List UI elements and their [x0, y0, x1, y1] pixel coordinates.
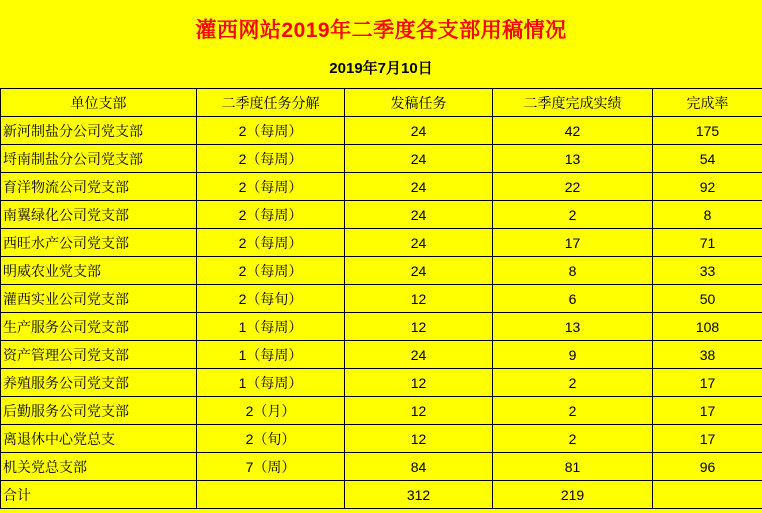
cell-total-task: [197, 481, 345, 509]
cell-unit: 养殖服务公司党支部: [1, 369, 197, 397]
cell-quota: 24: [345, 257, 493, 285]
cell-task: 2（每旬）: [197, 285, 345, 313]
cell-rate: 175: [653, 117, 762, 145]
page-title: 灌西网站2019年二季度各支部用稿情况: [195, 19, 567, 42]
cell-done: 42: [493, 117, 653, 145]
cell-done: 17: [493, 229, 653, 257]
cell-unit: 机关党总支部: [1, 453, 197, 481]
cell-unit: 生产服务公司党支部: [1, 313, 197, 341]
table-header-row: [1, 89, 762, 117]
cell-quota: 12: [345, 397, 493, 425]
cell-unit: 灌西实业公司党支部: [1, 285, 197, 313]
cell-rate: 50: [653, 285, 762, 313]
cell-task: 2（每周）: [197, 145, 345, 173]
cell-task: 1（每周）: [197, 313, 345, 341]
table-row: [1, 201, 762, 229]
cell-done: 2: [493, 369, 653, 397]
cell-rate: 71: [653, 229, 762, 257]
table-row: [1, 285, 762, 313]
cell-quota: 12: [345, 425, 493, 453]
cell-rate: 17: [653, 425, 762, 453]
page-subtitle: 2019年7月10日: [329, 60, 433, 78]
cell-rate: 17: [653, 397, 762, 425]
table-row: [1, 341, 762, 369]
column-header-quota: 发稿任务: [345, 89, 493, 117]
cell-unit: 资产管理公司党支部: [1, 341, 197, 369]
cell-task: 2（每周）: [197, 257, 345, 285]
cell-done: 6: [493, 285, 653, 313]
cell-unit: 埒南制盐分公司党支部: [1, 145, 197, 173]
cell-unit: 离退休中心党总支: [1, 425, 197, 453]
cell-done: 9: [493, 341, 653, 369]
cell-task: 2（月）: [197, 397, 345, 425]
cell-done: 13: [493, 145, 653, 173]
cell-done: 2: [493, 397, 653, 425]
cell-unit: 新河制盐分公司党支部: [1, 117, 197, 145]
cell-unit: 明威农业党支部: [1, 257, 197, 285]
cell-task: 2（旬）: [197, 425, 345, 453]
column-header-unit: 单位支部: [1, 89, 197, 117]
cell-task: 7（周）: [197, 453, 345, 481]
table-row: [1, 397, 762, 425]
table-row: [1, 117, 762, 145]
cell-task: 2（每周）: [197, 201, 345, 229]
cell-done: 2: [493, 425, 653, 453]
column-header-rate: 完成率: [653, 89, 762, 117]
cell-rate: 8: [653, 201, 762, 229]
cell-quota: 12: [345, 369, 493, 397]
cell-unit: 南翼绿化公司党支部: [1, 201, 197, 229]
cell-quota: 12: [345, 285, 493, 313]
cell-task: 1（每周）: [197, 341, 345, 369]
cell-quota: 12: [345, 313, 493, 341]
cell-rate: 108: [653, 313, 762, 341]
cell-rate: 96: [653, 453, 762, 481]
cell-done: 8: [493, 257, 653, 285]
cell-task: 2（每周）: [197, 117, 345, 145]
cell-rate: 92: [653, 173, 762, 201]
table-row: [1, 425, 762, 453]
cell-total-quota: 312: [345, 481, 493, 509]
cell-task: 2（每周）: [197, 173, 345, 201]
cell-total-done: 219: [493, 481, 653, 509]
cell-done: 22: [493, 173, 653, 201]
cell-rate: 54: [653, 145, 762, 173]
cell-unit: 后勤服务公司党支部: [1, 397, 197, 425]
cell-quota: 24: [345, 229, 493, 257]
table-header: [1, 89, 762, 117]
cell-quota: 24: [345, 201, 493, 229]
table-row: [1, 229, 762, 257]
cell-quota: 24: [345, 145, 493, 173]
cell-done: 81: [493, 453, 653, 481]
cell-done: 13: [493, 313, 653, 341]
cell-quota: 24: [345, 173, 493, 201]
cell-rate: 33: [653, 257, 762, 285]
cell-rate: 38: [653, 341, 762, 369]
cell-quota: 24: [345, 341, 493, 369]
column-header-done: 二季度完成实绩: [493, 89, 653, 117]
cell-rate: 17: [653, 369, 762, 397]
cell-task: 2（每周）: [197, 229, 345, 257]
cell-task: 1（每周）: [197, 369, 345, 397]
cell-done: 2: [493, 201, 653, 229]
table-row: [1, 145, 762, 173]
column-header-task: 二季度任务分解: [197, 89, 345, 117]
table-total-row: [1, 481, 762, 509]
cell-unit: 西旺水产公司党支部: [1, 229, 197, 257]
table-row: [1, 369, 762, 397]
cell-quota: 24: [345, 117, 493, 145]
table-row: [1, 453, 762, 481]
table-body: [1, 117, 762, 509]
report-table: [0, 88, 762, 509]
table-row: [1, 313, 762, 341]
cell-unit: 育洋物流公司党支部: [1, 173, 197, 201]
cell-quota: 84: [345, 453, 493, 481]
cell-total-label: 合计: [1, 481, 197, 509]
table-row: [1, 173, 762, 201]
cell-total-rate: [653, 481, 762, 509]
table-row: [1, 257, 762, 285]
